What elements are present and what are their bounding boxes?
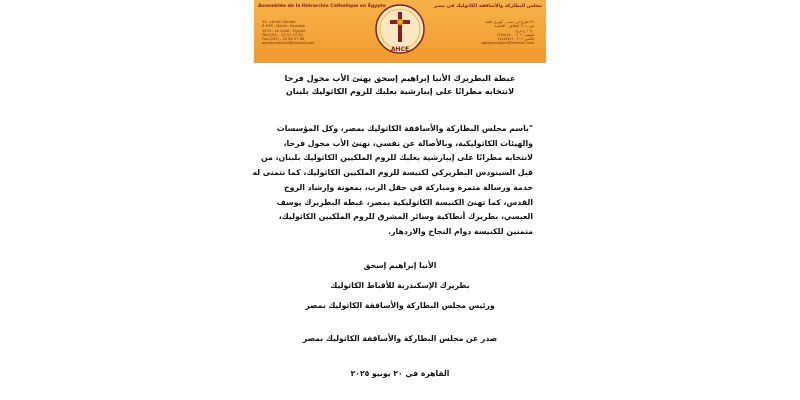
body-line: خدمة ورسالة مثمرة ومباركة في حقل الرب، بمعونة وإرشاد الروح bbox=[284, 182, 533, 192]
address-french bbox=[258, 20, 368, 46]
address-line: Tél:(202) - 22 57 47 40 bbox=[262, 32, 303, 37]
address-line: 1070 - Le Caire - Égypte bbox=[262, 28, 306, 33]
letterhead bbox=[254, 0, 546, 63]
body-line: "باسم مجلس البطاركة والأساقفة الكاثوليك بمصر، وكل المؤسسات bbox=[276, 124, 533, 133]
heading-line: لانتخابه مطرانًا على إيبارشية بعلبك للروم الكاثوليك بلبنان bbox=[285, 86, 515, 96]
letter-body bbox=[252, 122, 533, 240]
address-line: تليفون: ٢٠٢ - ٢٢٥٧٤٧٤٠ bbox=[497, 32, 534, 37]
body-line: والهيئات الكاثوليكية، وبالأصالة عن نفسي، نهنئ الأب مخول فرحا، bbox=[283, 138, 533, 148]
letter-content bbox=[254, 63, 546, 379]
letter-heading bbox=[254, 72, 546, 98]
logo-text: AHCE bbox=[390, 46, 410, 53]
signature-block bbox=[254, 260, 546, 311]
org-name-arabic: مجلس البطاركة والأساقفة الكاثوليك في مصر bbox=[434, 4, 542, 9]
address-line: agcesecretaire@hotmail.com bbox=[481, 41, 534, 46]
address-line: 34, rue Ibn Sandar bbox=[262, 20, 296, 24]
address-line: Fax:(202) - 24 84 57 86 bbox=[262, 37, 305, 42]
heading-line: غبطة البطريرك الأنبا إبراهيم إسحق يهنئ الأب مخول فرحا bbox=[284, 73, 516, 83]
address-line: agcesecretaire@hotmail.com bbox=[262, 41, 315, 46]
issued-by: صدر عن مجلس البطاركة والأساقفة الكاثوليك بمصر bbox=[302, 333, 498, 343]
letter-date: القاهرة في ٢٠ يونيو ٢٠٢٥ bbox=[350, 368, 450, 378]
body-line: القدس، كما تهنئ الكنيسة الكاثوليكية بمصر، غبطة البطريرك يوسف bbox=[276, 197, 533, 207]
address-line: ١٠٧٠ ج.م.ع bbox=[516, 28, 534, 33]
address-line: ٣٤ شارع ابن سندر - كوبري القبة bbox=[485, 20, 534, 24]
address-line: فاكس: ٢٠٢ - ٢٤٨٤٥٧٨٦ bbox=[497, 37, 534, 42]
address-arabic bbox=[438, 20, 542, 46]
signature-name: الأنبا إبراهيم إسحق bbox=[363, 260, 437, 270]
body-line: قبل السينودس البطريركي لكنيسة للروم الملكيين الكاثوليك، كما نتمنى له bbox=[252, 168, 533, 178]
signature-title: ورئيس مجلس البطاركة والأساقفة الكاثوليك بمصر bbox=[305, 300, 495, 310]
body-line: لانتخابه مطرانًا على إيبارشية بعلبك للروم الملكيين الكاثوليك بلبنان، من bbox=[260, 153, 533, 163]
letterhead-french bbox=[258, 4, 386, 62]
letterhead-arabic bbox=[434, 4, 542, 62]
body-line: متمنين للكنيسة دوام النجاح والازدهار. bbox=[388, 226, 533, 236]
address-line: B.P.69 - Daher, Koubbeh bbox=[262, 24, 306, 29]
body-line: العبسي، بطريرك أنطاكية وسائر المشرق للروم الملكيين الكاثوليك، bbox=[278, 212, 533, 222]
letter-page bbox=[254, 0, 546, 400]
org-name-french: Assemblée de la Hiérarchie Catholique en Égypte bbox=[258, 4, 386, 9]
signature-title: بطريرك الإسكندرية للأقباط الكاثوليك bbox=[330, 280, 470, 290]
address-line: ص.ب ٦٩ الظاهر - القاهرة bbox=[494, 24, 534, 29]
cross-logo-icon bbox=[375, 1, 425, 61]
